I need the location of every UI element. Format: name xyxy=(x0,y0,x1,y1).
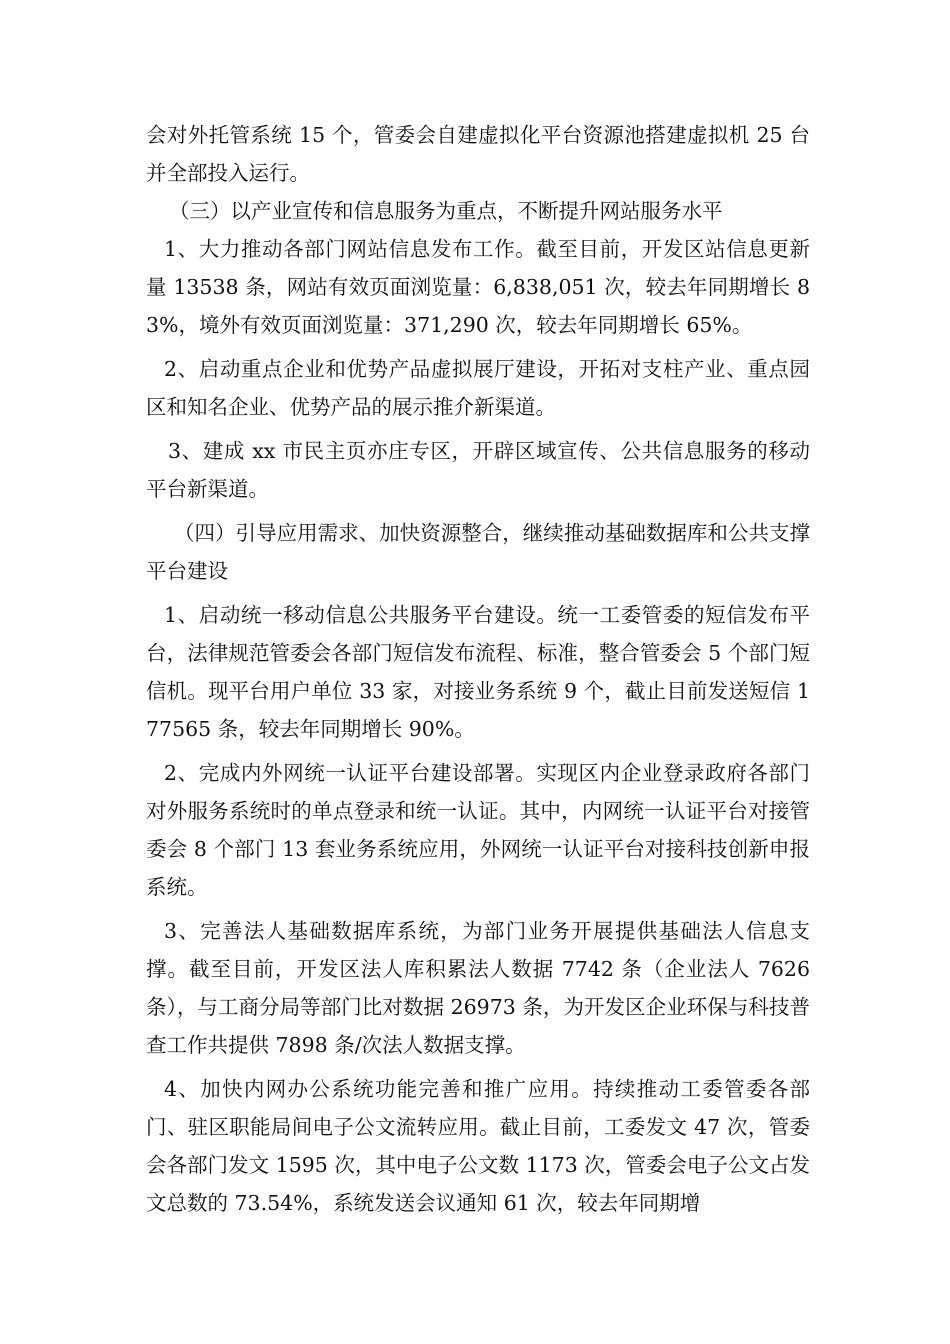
paragraph-3-3: 3、建成 xx 市民主页亦庄专区，开辟区域宣传、公共信息服务的移动平台新渠道。 xyxy=(146,439,810,501)
paragraph-continuation: 会对外托管系统 15 个，管委会自建虚拟化平台资源池搭建虚拟机 25 台并全部投入运行。 xyxy=(146,123,810,185)
paragraph-4-2: 2、完成内外网统一认证平台建设部署。实现区内企业登录政府各部门对外服务系统时的单点登录和统一认证。其中，内网统一认证平台对接管委会 8 个部门 13 套业务系统应用，外网统一认证平台对接科技创新申报系统。 xyxy=(146,761,810,899)
paragraph-3-2: 2、启动重点企业和优势产品虚拟展厅建设，开拓对支柱产业、重点园区和知名企业、优势产品的展示推介新渠道。 xyxy=(146,357,810,419)
paragraph-3-1: 1、大力推动各部门网站信息发布工作。截至目前，开发区站信息更新量 13538 条，网站有效页面浏览量：6,838,051 次，较去年同期增长 83%，境外有效页面浏览量：371,290 次，较去年同期增长 65%。 xyxy=(146,237,810,337)
paragraph-4-3: 3、完善法人基础数据库系统，为部门业务开展提供基础法人信息支撑。截至目前，开发区法人库积累法人数据 7742 条（企业法人 7626 条），与工商分局等部门比对数据 26973 条，为开发区企业环保与科技普查工作共提供 7898 条/次法人数据支撑。 xyxy=(146,919,810,1057)
paragraph-4-1: 1、启动统一移动信息公共服务平台建设。统一工委管委的短信发布平台，法律规范管委会各部门短信发布流程、标准，整合管委会 5 个部门短信机。现平台用户单位 33 家，对接业务系统 9 个，截止目前发送短信 177565 条，较去年同期增长 90%。 xyxy=(146,603,810,741)
paragraph-4-4: 4、加快内网办公系统功能完善和推广应用。持续推动工委管委各部门、驻区职能局间电子公文流转应用。截止目前，工委发文 47 次，管委会各部门发文 1595 次，其中电子公文数 1173 次，管委会电子公文占发文总数的 73.54%，系统发送会议通知 61 次，较去年同期增 xyxy=(146,1077,810,1215)
section-heading-3: （三）以产业宣传和信息服务为重点，不断提升网站服务水平 xyxy=(169,199,723,223)
section-heading-4: （四）引导应用需求、加快资源整合，继续推动基础数据库和公共支撑平台建设 xyxy=(146,521,810,583)
document-body xyxy=(146,116,810,1222)
